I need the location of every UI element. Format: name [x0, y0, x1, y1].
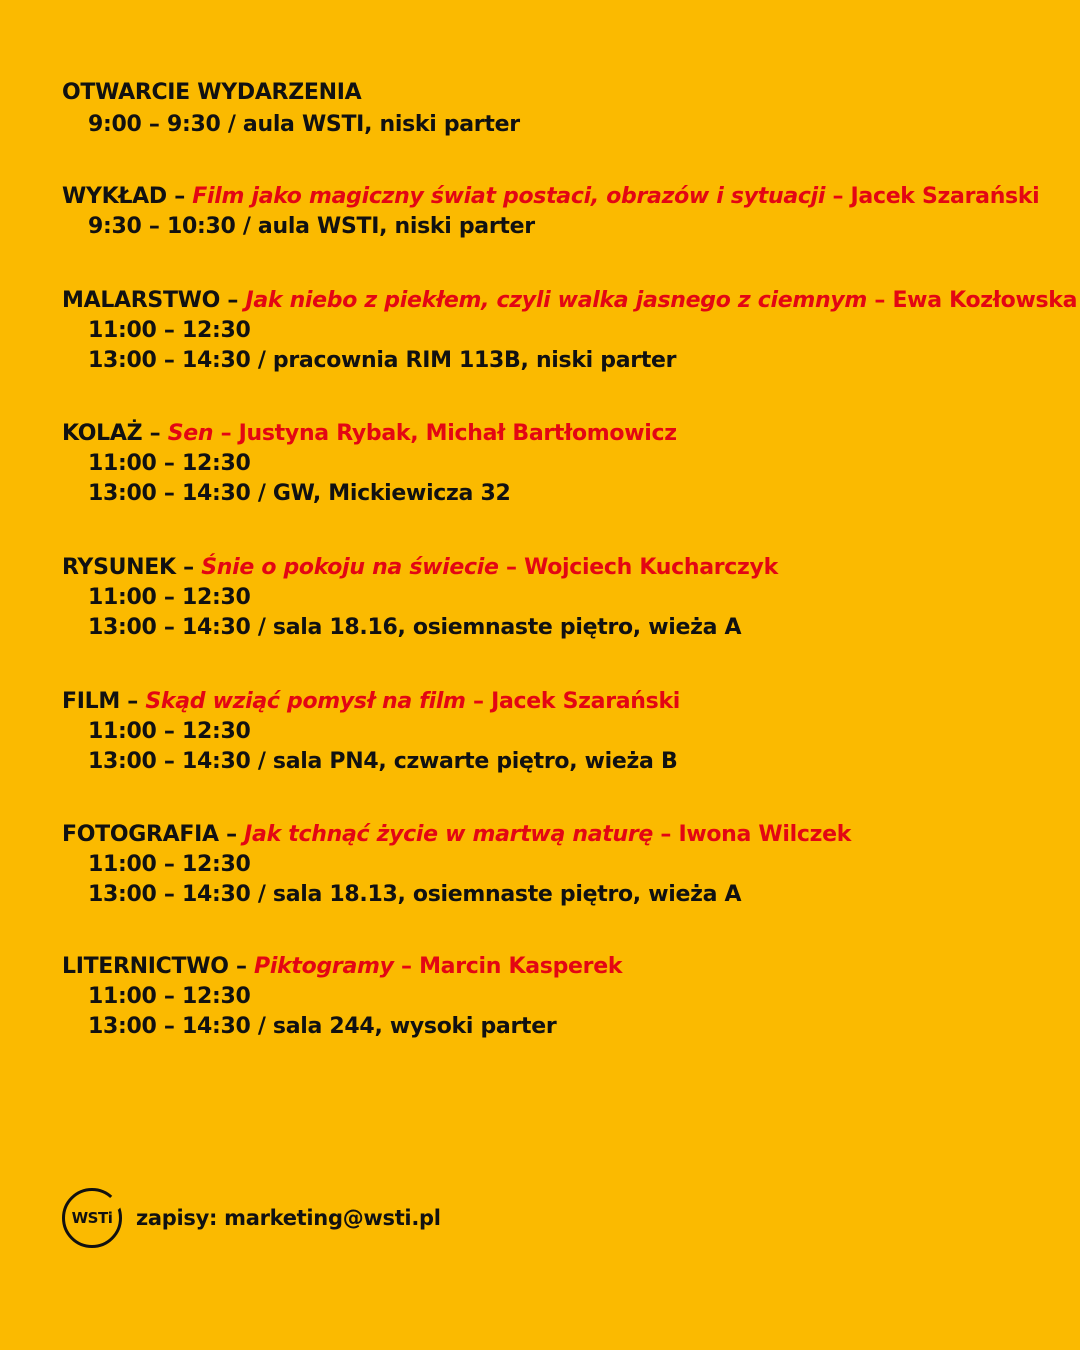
event-title: Film jako magiczny świat postaci, obrazów i sytuacji	[192, 184, 826, 209]
event-author: Ewa Kozłowska	[892, 288, 1078, 313]
event-schedule	[62, 78, 1078, 1048]
event-opening	[62, 78, 1052, 182]
event-heading	[62, 286, 1078, 316]
event-author: Jacek Szarański	[850, 184, 1040, 209]
event-lecture	[62, 182, 1052, 286]
event-category: RYSUNEK	[62, 555, 176, 580]
separator: –	[142, 421, 168, 446]
event-category: LITERNICTWO	[62, 954, 229, 979]
signup-contact: zapisy: marketing@wsti.pl	[136, 1206, 441, 1230]
event-heading	[62, 78, 1052, 108]
event-time: 11:00 – 12:30	[88, 852, 251, 877]
event-time: 13:00 – 14:30 / GW, Mickiewicza 32	[88, 481, 511, 506]
separator: –	[393, 954, 420, 979]
event-category: KOLAŻ	[62, 421, 143, 446]
event-category: FILM	[62, 689, 120, 714]
event-time: 13:00 – 14:30 / sala 18.16, osiemnaste piętro, wieża A	[88, 615, 742, 640]
separator: –	[166, 184, 193, 209]
event-author: Wojciech Kucharczyk	[524, 555, 778, 580]
event-heading	[62, 553, 1052, 583]
event-time: 11:00 – 12:30	[88, 719, 251, 744]
separator: –	[825, 184, 851, 209]
event-heading	[62, 820, 1052, 850]
logo-text: WSTi	[71, 1209, 113, 1227]
event-time: 11:00 – 12:30	[88, 984, 251, 1009]
event-author: Marcin Kasperek	[419, 954, 623, 979]
event-category: MALARSTWO	[62, 288, 221, 313]
event-title: Sen	[167, 421, 214, 446]
separator: –	[220, 288, 246, 313]
event-painting	[62, 286, 1078, 419]
event-author: Iwona Wilczek	[678, 822, 852, 847]
event-author: Jacek Szarański	[491, 689, 681, 714]
event-time: 9:00 – 9:30 / aula WSTI, niski parter	[88, 112, 520, 137]
event-time: 13:00 – 14:30 / sala PN4, czwarte piętro, wieża B	[88, 749, 678, 774]
event-lettering	[62, 952, 1052, 1048]
event-photography	[62, 820, 1052, 952]
event-category: WYKŁAD	[62, 184, 167, 209]
event-title: Piktogramy	[254, 954, 394, 979]
event-heading	[62, 419, 1052, 449]
separator: –	[465, 689, 492, 714]
event-title: Skąd wziąć pomysł na film	[145, 689, 466, 714]
event-author: Justyna Rybak, Michał Bartłomowicz	[238, 421, 677, 446]
event-heading	[62, 687, 1052, 717]
separator: –	[867, 288, 893, 313]
event-title: Jak tchnąć życie w martwą naturę	[244, 822, 654, 847]
event-time: 11:00 – 12:30	[88, 585, 251, 610]
separator: –	[653, 822, 679, 847]
separator: –	[228, 954, 255, 979]
event-heading	[62, 952, 1052, 982]
event-time: 9:30 – 10:30 / aula WSTI, niski parter	[88, 214, 535, 239]
event-time: 11:00 – 12:30	[88, 318, 251, 343]
separator: –	[175, 555, 202, 580]
event-title: Jak niebo z piekłem, czyli walka jasnego z ciemnym	[245, 288, 868, 313]
event-time: 13:00 – 14:30 / pracownia RIM 113B, niski parter	[88, 348, 677, 373]
separator: –	[498, 555, 525, 580]
event-time: 13:00 – 14:30 / sala 244, wysoki parter	[88, 1014, 557, 1039]
separator: –	[119, 689, 146, 714]
wsti-logo-icon	[62, 1188, 122, 1248]
event-time: 11:00 – 12:30	[88, 451, 251, 476]
separator: –	[213, 421, 239, 446]
event-film	[62, 687, 1052, 820]
event-title: Śnie o pokoju na świecie	[201, 555, 499, 580]
event-heading	[62, 182, 1052, 212]
event-collage	[62, 419, 1052, 553]
event-category: OTWARCIE WYDARZENIA	[62, 80, 362, 105]
event-category: FOTOGRAFIA	[62, 822, 219, 847]
footer	[62, 1188, 441, 1248]
separator: –	[218, 822, 245, 847]
event-drawing	[62, 553, 1052, 687]
event-time: 13:00 – 14:30 / sala 18.13, osiemnaste piętro, wieża A	[88, 882, 742, 907]
